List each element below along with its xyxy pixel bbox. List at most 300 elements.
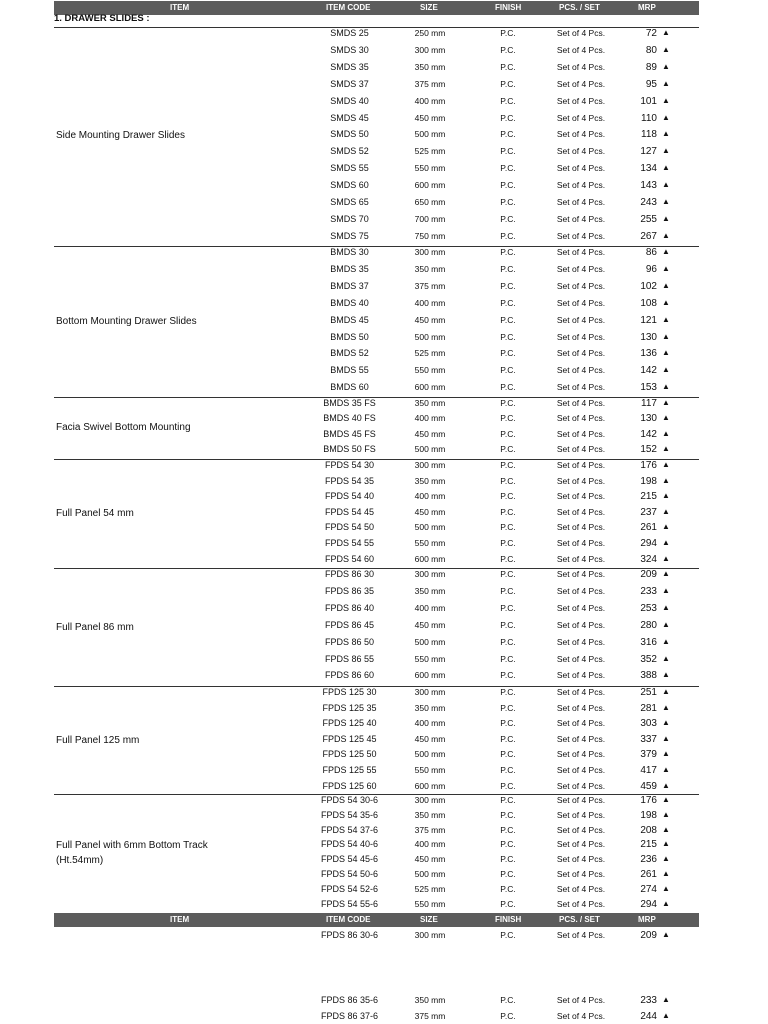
item-code-cell: FPDS 54 52-6 [320, 883, 379, 894]
item-code-cell: FPDS 86 50 [324, 636, 375, 647]
size-cell: 600 mm [414, 780, 446, 791]
finish-cell: P.C. [500, 795, 516, 805]
size-cell: 400 mm [414, 413, 446, 424]
size-cell: 375 mm [414, 78, 446, 89]
triangle-up-icon: ▲ [662, 180, 670, 190]
triangle-up-icon: ▲ [662, 883, 670, 893]
item-code-cell: SMDS 40 [330, 95, 369, 106]
size-cell: 550 mm [414, 163, 446, 174]
triangle-up-icon: ▲ [662, 795, 670, 804]
size-cell: 450 mm [414, 619, 446, 630]
triangle-up-icon: ▲ [662, 733, 670, 743]
mrp-cell: 134 [640, 163, 657, 175]
pcs-set-cell: Set of 4 Pcs. [556, 95, 606, 106]
size-cell: 400 mm [414, 95, 446, 106]
finish-cell: P.C. [500, 398, 516, 408]
finish-cell: P.C. [500, 197, 516, 207]
pcs-set-cell: Set of 4 Pcs. [556, 428, 606, 439]
triangle-up-icon: ▲ [662, 314, 670, 324]
mrp-cell: 303 [640, 718, 657, 730]
mrp-cell: 251 [640, 687, 657, 698]
item-code-cell: FPDS 86 35 [324, 585, 375, 596]
finish-cell: P.C. [500, 112, 516, 123]
mrp-cell: 121 [640, 314, 657, 326]
mrp-cell: 237 [640, 506, 657, 518]
finish-cell: P.C. [500, 898, 516, 909]
size-cell: 450 mm [414, 733, 446, 744]
size-cell: 375 mm [414, 1011, 446, 1021]
group-label [56, 838, 208, 868]
mrp-cell: 267 [640, 230, 657, 242]
triangle-up-icon: ▲ [662, 585, 670, 595]
pcs-set-cell: Set of 4 Pcs. [556, 297, 606, 308]
size-cell: 600 mm [414, 180, 446, 191]
size-cell: 450 mm [414, 428, 446, 439]
header-size: SIZE [420, 3, 438, 12]
pcs-set-cell: Set of 4 Pcs. [556, 506, 606, 517]
group-label [56, 314, 197, 329]
size-cell: 350 mm [414, 702, 446, 713]
size-cell: 375 mm [414, 824, 446, 835]
size-cell: 500 mm [414, 331, 446, 342]
mrp-cell: 108 [640, 297, 657, 309]
item-code-cell: SMDS 37 [330, 78, 369, 89]
header-finish: FINISH [495, 915, 522, 924]
item-code-cell: BMDS 50 [330, 331, 369, 342]
pcs-set-cell: Set of 4 Pcs. [556, 585, 606, 596]
pcs-set-cell: Set of 4 Pcs. [556, 995, 606, 1005]
header-item-code: ITEM CODE [326, 3, 371, 12]
header-size: SIZE [420, 915, 438, 924]
pcs-set-cell: Set of 4 Pcs. [556, 163, 606, 174]
mrp-cell: 198 [640, 475, 657, 487]
mrp-cell: 136 [640, 348, 657, 360]
finish-cell: P.C. [500, 538, 516, 548]
finish-cell: P.C. [500, 930, 516, 940]
finish-cell: P.C. [500, 413, 516, 424]
finish-cell: P.C. [500, 331, 516, 342]
item-code-cell: SMDS 50 [330, 129, 369, 140]
pcs-set-cell: Set of 4 Pcs. [556, 365, 606, 376]
triangle-up-icon: ▲ [662, 280, 670, 290]
header-item-code: ITEM CODE [326, 915, 371, 924]
triangle-up-icon: ▲ [662, 460, 670, 469]
pcs-set-cell: Set of 4 Pcs. [556, 197, 606, 207]
finish-cell: P.C. [500, 749, 516, 760]
finish-cell: P.C. [500, 428, 516, 439]
item-code-cell: FPDS 86 40 [324, 602, 375, 613]
mrp-cell: 379 [640, 749, 657, 761]
finish-cell: P.C. [500, 348, 516, 359]
item-code-cell: FPDS 125 60 [322, 780, 377, 791]
size-cell: 350 mm [414, 585, 446, 596]
pcs-set-cell: Set of 4 Pcs. [556, 444, 606, 455]
finish-cell: P.C. [500, 1011, 516, 1021]
finish-cell: P.C. [500, 702, 516, 713]
size-cell: 550 mm [414, 538, 446, 548]
triangle-up-icon: ▲ [662, 28, 670, 37]
pcs-set-cell: Set of 4 Pcs. [556, 213, 606, 224]
triangle-up-icon: ▲ [662, 670, 670, 680]
size-cell: 300 mm [414, 569, 446, 579]
size-cell: 500 mm [414, 522, 446, 533]
pcs-set-cell: Set of 4 Pcs. [556, 146, 606, 157]
size-cell: 525 mm [414, 146, 446, 157]
pcs-set-cell: Set of 4 Pcs. [556, 824, 606, 835]
triangle-up-icon: ▲ [662, 780, 670, 790]
group-label-line: Facia Swivel Bottom Mounting [56, 422, 191, 433]
pcs-set-cell: Set of 4 Pcs. [556, 749, 606, 760]
size-cell: 350 mm [414, 61, 446, 72]
mrp-cell: 80 [645, 44, 657, 56]
size-cell: 400 mm [414, 491, 446, 502]
item-code-cell: SMDS 75 [330, 230, 369, 241]
item-code-cell: BMDS 30 [330, 247, 369, 257]
item-code-cell: BMDS 45 FS [323, 428, 376, 439]
pcs-set-cell: Set of 4 Pcs. [556, 331, 606, 342]
triangle-up-icon: ▲ [662, 398, 670, 407]
pcs-set-cell: Set of 4 Pcs. [556, 1011, 606, 1021]
size-cell: 550 mm [414, 898, 446, 909]
header-item: ITEM [170, 915, 190, 924]
size-cell: 600 mm [414, 553, 446, 564]
triangle-up-icon: ▲ [662, 636, 670, 646]
size-cell: 550 mm [414, 765, 446, 775]
item-code-cell: BMDS 35 FS [323, 398, 376, 408]
triangle-up-icon: ▲ [662, 765, 670, 774]
size-cell: 700 mm [414, 213, 446, 224]
item-code-cell: SMDS 55 [330, 163, 369, 174]
finish-cell: P.C. [500, 460, 516, 470]
finish-cell: P.C. [500, 506, 516, 517]
header-finish: FINISH [495, 3, 522, 12]
item-code-cell: FPDS 86 30 [324, 569, 375, 579]
triangle-up-icon: ▲ [662, 538, 670, 547]
item-code-cell: FPDS 86 45 [324, 619, 375, 630]
item-code-cell: SMDS 65 [330, 197, 369, 207]
pcs-set-cell: Set of 4 Pcs. [556, 602, 606, 613]
item-code-cell: FPDS 54 30 [324, 460, 375, 470]
item-code-cell: FPDS 125 45 [322, 733, 377, 744]
triangle-up-icon: ▲ [662, 506, 670, 516]
size-cell: 400 mm [414, 839, 446, 850]
item-code-cell: FPDS 125 40 [322, 718, 377, 729]
triangle-up-icon: ▲ [662, 247, 670, 256]
finish-cell: P.C. [500, 44, 516, 55]
size-cell: 450 mm [414, 854, 446, 865]
item-code-cell: FPDS 54 60 [324, 553, 375, 564]
triangle-up-icon: ▲ [662, 61, 670, 71]
table-header-repeat [54, 913, 699, 927]
pcs-set-cell: Set of 4 Pcs. [556, 522, 606, 533]
mrp-cell: 243 [640, 197, 657, 208]
pcs-set-cell: Set of 4 Pcs. [556, 230, 606, 241]
triangle-up-icon: ▲ [662, 854, 670, 864]
triangle-up-icon: ▲ [662, 413, 670, 423]
triangle-up-icon: ▲ [662, 230, 670, 240]
mrp-cell: 316 [640, 636, 657, 648]
mrp-cell: 281 [640, 702, 657, 714]
size-cell: 500 mm [414, 636, 446, 647]
pcs-set-cell: Set of 4 Pcs. [556, 538, 606, 548]
finish-cell: P.C. [500, 61, 516, 72]
finish-cell: P.C. [500, 765, 516, 775]
size-cell: 600 mm [414, 382, 446, 393]
triangle-up-icon: ▲ [662, 44, 670, 54]
triangle-up-icon: ▲ [662, 1011, 670, 1020]
item-code-cell: BMDS 40 [330, 297, 369, 308]
group-label [56, 506, 134, 521]
mrp-cell: 233 [640, 995, 657, 1006]
finish-cell: P.C. [500, 687, 516, 697]
pcs-set-cell: Set of 4 Pcs. [556, 653, 606, 664]
triangle-up-icon: ▲ [662, 749, 670, 759]
item-code-cell: FPDS 125 55 [322, 765, 377, 775]
finish-cell: P.C. [500, 619, 516, 630]
item-code-cell: FPDS 54 35 [324, 475, 375, 486]
mrp-cell: 274 [640, 883, 657, 895]
pcs-set-cell: Set of 4 Pcs. [556, 733, 606, 744]
size-cell: 300 mm [414, 44, 446, 55]
item-code-cell: BMDS 35 [330, 263, 369, 274]
item-code-cell: FPDS 54 37-6 [320, 824, 379, 835]
pcs-set-cell: Set of 4 Pcs. [556, 718, 606, 729]
triangle-up-icon: ▲ [662, 129, 670, 139]
triangle-up-icon: ▲ [662, 297, 670, 307]
triangle-up-icon: ▲ [662, 365, 670, 375]
size-cell: 350 mm [414, 263, 446, 274]
finish-cell: P.C. [500, 824, 516, 835]
pcs-set-cell: Set of 4 Pcs. [556, 869, 606, 879]
item-code-cell: FPDS 54 40 [324, 491, 375, 502]
finish-cell: P.C. [500, 28, 516, 38]
triangle-up-icon: ▲ [662, 475, 670, 485]
size-cell: 300 mm [414, 930, 446, 940]
group-label-line: (Ht.54mm) [56, 855, 104, 866]
finish-cell: P.C. [500, 475, 516, 486]
finish-cell: P.C. [500, 733, 516, 744]
pcs-set-cell: Set of 4 Pcs. [556, 112, 606, 123]
size-cell: 600 mm [414, 670, 446, 681]
item-code-cell: SMDS 35 [330, 61, 369, 72]
size-cell: 500 mm [414, 444, 446, 455]
mrp-cell: 215 [640, 491, 657, 503]
triangle-up-icon: ▲ [662, 653, 670, 663]
finish-cell: P.C. [500, 995, 516, 1005]
item-code-cell: FPDS 125 35 [322, 702, 377, 713]
header-mrp: MRP [638, 915, 656, 924]
finish-cell: P.C. [500, 491, 516, 502]
triangle-up-icon: ▲ [662, 553, 670, 563]
mrp-cell: 280 [640, 619, 657, 631]
mrp-cell: 110 [641, 112, 657, 124]
triangle-up-icon: ▲ [662, 491, 670, 501]
finish-cell: P.C. [500, 146, 516, 157]
item-code-cell: FPDS 125 30 [322, 687, 377, 697]
finish-cell: P.C. [500, 247, 516, 257]
group-label-line: Bottom Mounting Drawer Slides [56, 316, 197, 327]
triangle-up-icon: ▲ [662, 995, 670, 1004]
size-cell: 300 mm [414, 247, 446, 257]
mrp-cell: 153 [640, 382, 657, 394]
size-cell: 525 mm [414, 348, 446, 359]
pcs-set-cell: Set of 4 Pcs. [556, 247, 606, 257]
mrp-cell: 208 [640, 824, 657, 836]
size-cell: 300 mm [414, 460, 446, 470]
finish-cell: P.C. [500, 585, 516, 596]
size-cell: 350 mm [414, 475, 446, 486]
header-item: ITEM [170, 3, 190, 12]
mrp-cell: 102 [640, 280, 657, 292]
mrp-cell: 127 [640, 146, 657, 158]
size-cell: 350 mm [414, 809, 446, 820]
size-cell: 375 mm [414, 280, 446, 291]
header-pcs-set: PCS. / SET [559, 915, 600, 924]
pcs-set-cell: Set of 4 Pcs. [556, 44, 606, 55]
triangle-up-icon: ▲ [662, 839, 670, 849]
triangle-up-icon: ▲ [662, 95, 670, 105]
pcs-set-cell: Set of 4 Pcs. [556, 382, 606, 393]
pcs-set-cell: Set of 4 Pcs. [556, 129, 606, 140]
finish-cell: P.C. [500, 382, 516, 393]
item-code-cell: BMDS 45 [330, 314, 369, 325]
triangle-up-icon: ▲ [662, 809, 670, 819]
pcs-set-cell: Set of 4 Pcs. [556, 263, 606, 274]
item-code-cell: FPDS 86 60 [324, 670, 375, 681]
pcs-set-cell: Set of 4 Pcs. [556, 78, 606, 89]
mrp-cell: 233 [640, 585, 657, 597]
triangle-up-icon: ▲ [662, 930, 670, 939]
mrp-cell: 152 [640, 444, 657, 456]
mrp-cell: 176 [640, 460, 657, 471]
mrp-cell: 198 [640, 809, 657, 821]
finish-cell: P.C. [500, 883, 516, 894]
finish-cell: P.C. [500, 263, 516, 274]
triangle-up-icon: ▲ [662, 522, 670, 532]
size-cell: 350 mm [414, 398, 446, 408]
pcs-set-cell: Set of 4 Pcs. [556, 780, 606, 791]
finish-cell: P.C. [500, 95, 516, 106]
group-label [56, 128, 185, 143]
mrp-cell: 89 [645, 61, 657, 73]
pcs-set-cell: Set of 4 Pcs. [556, 687, 606, 697]
triangle-up-icon: ▲ [662, 702, 670, 712]
pcs-set-cell: Set of 4 Pcs. [556, 280, 606, 291]
finish-cell: P.C. [500, 444, 516, 455]
mrp-cell: 95 [645, 78, 657, 90]
triangle-up-icon: ▲ [662, 331, 670, 341]
pcs-set-cell: Set of 4 Pcs. [556, 491, 606, 502]
size-cell: 250 mm [414, 28, 446, 38]
item-code-cell: FPDS 54 30-6 [320, 795, 379, 805]
category-title: 1. DRAWER SLIDES : [54, 13, 699, 28]
size-cell: 650 mm [414, 197, 446, 207]
finish-cell: P.C. [500, 297, 516, 308]
item-code-cell: FPDS 125 50 [322, 749, 377, 760]
item-code-cell: FPDS 86 30-6 [320, 930, 379, 940]
pcs-set-cell: Set of 4 Pcs. [556, 61, 606, 72]
finish-cell: P.C. [500, 809, 516, 820]
item-code-cell: FPDS 54 45 [324, 506, 375, 517]
mrp-cell: 142 [640, 428, 657, 440]
mrp-cell: 352 [640, 653, 657, 665]
mrp-cell: 337 [640, 733, 657, 745]
pcs-set-cell: Set of 4 Pcs. [556, 839, 606, 850]
finish-cell: P.C. [500, 314, 516, 325]
finish-cell: P.C. [500, 653, 516, 664]
group-label [56, 733, 139, 748]
mrp-cell: 118 [641, 129, 657, 141]
mrp-cell: 244 [640, 1011, 657, 1022]
item-code-cell: BMDS 50 FS [323, 444, 376, 455]
mrp-cell: 72 [645, 28, 657, 39]
item-code-cell: FPDS 54 45-6 [320, 854, 379, 865]
item-code-cell: FPDS 86 37-6 [320, 1011, 379, 1021]
mrp-cell: 86 [645, 247, 657, 258]
pcs-set-cell: Set of 4 Pcs. [556, 702, 606, 713]
pcs-set-cell: Set of 4 Pcs. [556, 553, 606, 564]
mrp-cell: 209 [640, 569, 657, 580]
finish-cell: P.C. [500, 636, 516, 647]
triangle-up-icon: ▲ [662, 146, 670, 156]
pcs-set-cell: Set of 4 Pcs. [556, 180, 606, 191]
item-code-cell: FPDS 54 55-6 [320, 898, 379, 909]
pcs-set-cell: Set of 4 Pcs. [556, 569, 606, 579]
triangle-up-icon: ▲ [662, 869, 670, 878]
finish-cell: P.C. [500, 569, 516, 579]
mrp-cell: 294 [640, 538, 657, 549]
pcs-set-cell: Set of 4 Pcs. [556, 28, 606, 38]
mrp-cell: 417 [640, 765, 657, 776]
finish-cell: P.C. [500, 230, 516, 241]
triangle-up-icon: ▲ [662, 348, 670, 358]
mrp-cell: 101 [640, 95, 657, 107]
size-cell: 400 mm [414, 297, 446, 308]
item-code-cell: FPDS 54 35-6 [320, 809, 379, 820]
finish-cell: P.C. [500, 78, 516, 89]
size-cell: 500 mm [414, 129, 446, 140]
header-pcs-set: PCS. / SET [559, 3, 600, 12]
pcs-set-cell: Set of 4 Pcs. [556, 314, 606, 325]
size-cell: 550 mm [414, 365, 446, 376]
mrp-cell: 215 [640, 839, 657, 851]
pcs-set-cell: Set of 4 Pcs. [556, 348, 606, 359]
pcs-set-cell: Set of 4 Pcs. [556, 636, 606, 647]
finish-cell: P.C. [500, 670, 516, 681]
triangle-up-icon: ▲ [662, 163, 670, 173]
mrp-cell: 130 [640, 413, 657, 425]
item-code-cell: FPDS 86 55 [324, 653, 375, 664]
item-code-cell: SMDS 25 [330, 28, 369, 38]
size-cell: 350 mm [414, 995, 446, 1005]
item-code-cell: FPDS 54 55 [324, 538, 375, 548]
finish-cell: P.C. [500, 780, 516, 791]
triangle-up-icon: ▲ [662, 78, 670, 88]
finish-cell: P.C. [500, 213, 516, 224]
item-code-cell: BMDS 60 [330, 382, 369, 393]
group-label-line: Full Panel 86 mm [56, 622, 134, 633]
triangle-up-icon: ▲ [662, 687, 670, 696]
item-code-cell: SMDS 70 [330, 213, 369, 224]
mrp-cell: 142 [640, 365, 657, 377]
triangle-up-icon: ▲ [662, 619, 670, 629]
finish-cell: P.C. [500, 365, 516, 376]
triangle-up-icon: ▲ [662, 602, 670, 612]
pcs-set-cell: Set of 4 Pcs. [556, 460, 606, 470]
item-code-cell: SMDS 60 [330, 180, 369, 191]
triangle-up-icon: ▲ [662, 213, 670, 223]
finish-cell: P.C. [500, 602, 516, 613]
